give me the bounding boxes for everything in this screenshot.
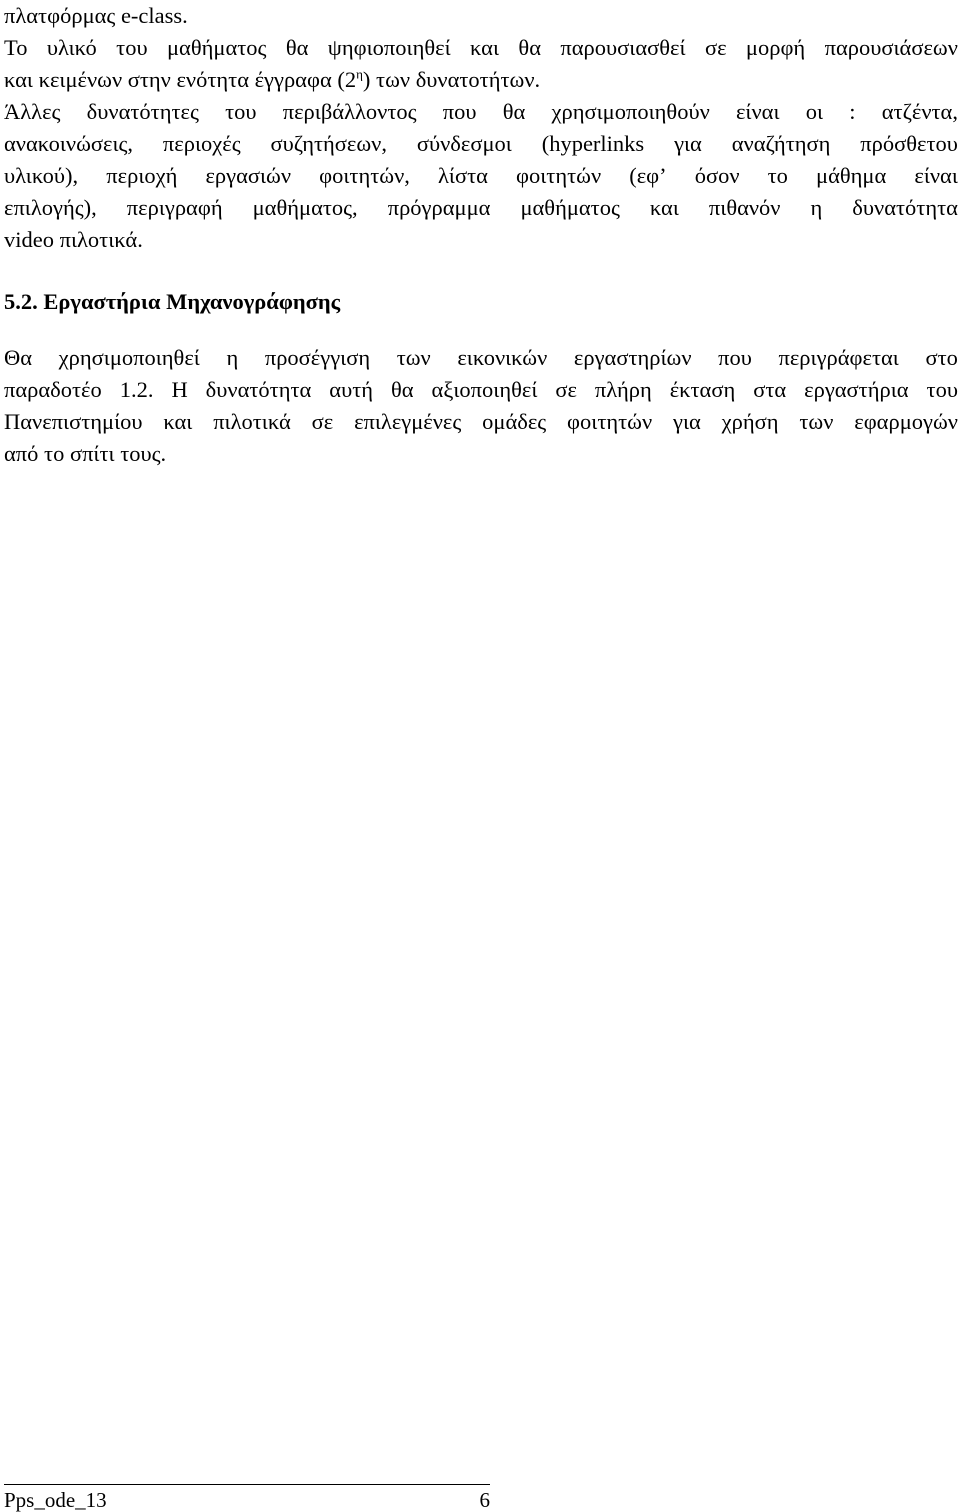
section-heading: 5.2. Εργαστήρια Μηχανογράφησης: [4, 289, 341, 314]
word: υλικό: [46, 35, 97, 60]
word: σε: [555, 377, 577, 402]
word: (hyperlinks: [541, 131, 645, 156]
text-line: [4, 96, 958, 128]
text-line: [4, 374, 958, 406]
word: εργαστήρια: [804, 377, 909, 402]
word: του: [116, 35, 148, 60]
word: οι: [805, 99, 824, 124]
word: παρουσιασθεί: [560, 35, 686, 60]
word: συζητήσεων,: [270, 131, 387, 156]
word: λίστα: [437, 163, 488, 188]
word: δυνατότητα: [205, 377, 312, 402]
word: έκταση: [669, 377, 736, 402]
superscript: η: [356, 66, 363, 82]
word: ατζέντα,: [881, 99, 958, 124]
word: Η: [171, 377, 188, 402]
word: του: [225, 99, 257, 124]
word: ψηφιοποιηθεί: [327, 35, 451, 60]
word: φοιτητών,: [319, 163, 410, 188]
word: δυνατότητα: [852, 195, 958, 220]
word: χρήση: [721, 409, 779, 434]
text-line: [4, 406, 958, 438]
word: σε: [311, 409, 334, 434]
word: :: [849, 99, 856, 124]
word: Το: [4, 35, 28, 60]
word: σε: [704, 35, 727, 60]
word: θα: [518, 35, 541, 60]
word: μαθήματος,: [252, 195, 358, 220]
text-fragment: και κειμένων στην ενότητα έγγραφα (2: [4, 67, 357, 92]
word: εργασιών: [205, 163, 292, 188]
word: περιβάλλοντος: [282, 99, 417, 124]
footer-doc-id: Pps_ode_13: [4, 1488, 107, 1512]
word: το: [767, 163, 788, 188]
word: των: [799, 409, 834, 434]
word: επιλεγμένες: [354, 409, 462, 434]
text-line: video πιλοτικά.: [4, 227, 143, 252]
word: θα: [502, 99, 526, 124]
word: και: [470, 35, 500, 60]
text-line: [4, 160, 958, 192]
word: η: [226, 345, 239, 370]
word: θα: [391, 377, 414, 402]
word: περιγραφή: [126, 195, 223, 220]
word: μορφή: [745, 35, 806, 60]
word: μαθήματος: [520, 195, 620, 220]
text-line: [4, 128, 958, 160]
word: παρουσιάσεων: [824, 35, 958, 60]
word: εφαρμογών: [854, 409, 958, 434]
word: (εφ’: [629, 163, 667, 188]
word: στο: [925, 345, 958, 370]
word: η: [810, 195, 823, 220]
word: Θα: [4, 345, 33, 370]
word: και: [649, 195, 679, 220]
page-footer: [4, 1484, 490, 1512]
word: φοιτητών: [516, 163, 602, 188]
word: χρησιμοποιηθούν: [551, 99, 710, 124]
word: είναι: [735, 99, 780, 124]
word: Πανεπιστημίου: [4, 409, 143, 434]
word: παραδοτέο: [4, 377, 102, 402]
word: Άλλες: [4, 99, 61, 124]
word: για: [674, 131, 702, 156]
word: σύνδεσμοι: [416, 131, 512, 156]
word: και: [163, 409, 193, 434]
word: περιοχές: [162, 131, 241, 156]
footer-page-number: 6: [479, 1488, 490, 1512]
text-line: [4, 192, 958, 224]
word: στα: [753, 377, 787, 402]
word: πιθανόν: [708, 195, 781, 220]
word: μάθημα: [816, 163, 887, 188]
word: εργαστηρίων: [573, 345, 692, 370]
text-line: [4, 32, 958, 64]
word: όσον: [694, 163, 740, 188]
word: πιλοτικά: [213, 409, 291, 434]
word: προσέγγιση: [264, 345, 371, 370]
word: ανακοινώσεις,: [4, 131, 134, 156]
word: αυτή: [329, 377, 374, 402]
text-line: [4, 342, 958, 374]
word: περιγράφεται: [778, 345, 899, 370]
word: επιλογής),: [4, 195, 97, 220]
word: θα: [285, 35, 309, 60]
word: μαθήματος: [166, 35, 267, 60]
text-line: [4, 64, 958, 96]
text-fragment: ) των δυνατοτήτων.: [362, 67, 541, 92]
document-page: [4, 0, 958, 470]
word: εικονικών: [457, 345, 548, 370]
word: είναι: [914, 163, 958, 188]
paragraph-features: [4, 96, 958, 256]
word: φοιτητών: [567, 409, 653, 434]
text-line: πλατφόρμας e-class.: [4, 3, 188, 28]
word: πρόγραμμα: [387, 195, 491, 220]
word: πλήρη: [594, 377, 652, 402]
word: δυνατότητες: [86, 99, 199, 124]
word: του: [926, 377, 958, 402]
word: για: [673, 409, 701, 434]
word: υλικού),: [4, 163, 79, 188]
word: αξιοποιηθεί: [431, 377, 538, 402]
word: περιοχή: [106, 163, 178, 188]
word: αναζήτηση: [731, 131, 831, 156]
word: χρησιμοποιηθεί: [58, 345, 200, 370]
word: ομάδες: [482, 409, 547, 434]
word: των: [396, 345, 431, 370]
word: που: [718, 345, 752, 370]
word: πρόσθετου: [860, 131, 958, 156]
paragraph-labs: [4, 342, 958, 470]
word: 1.2.: [119, 377, 154, 402]
word: που: [442, 99, 477, 124]
text-line: από το σπίτι τους.: [4, 441, 167, 466]
